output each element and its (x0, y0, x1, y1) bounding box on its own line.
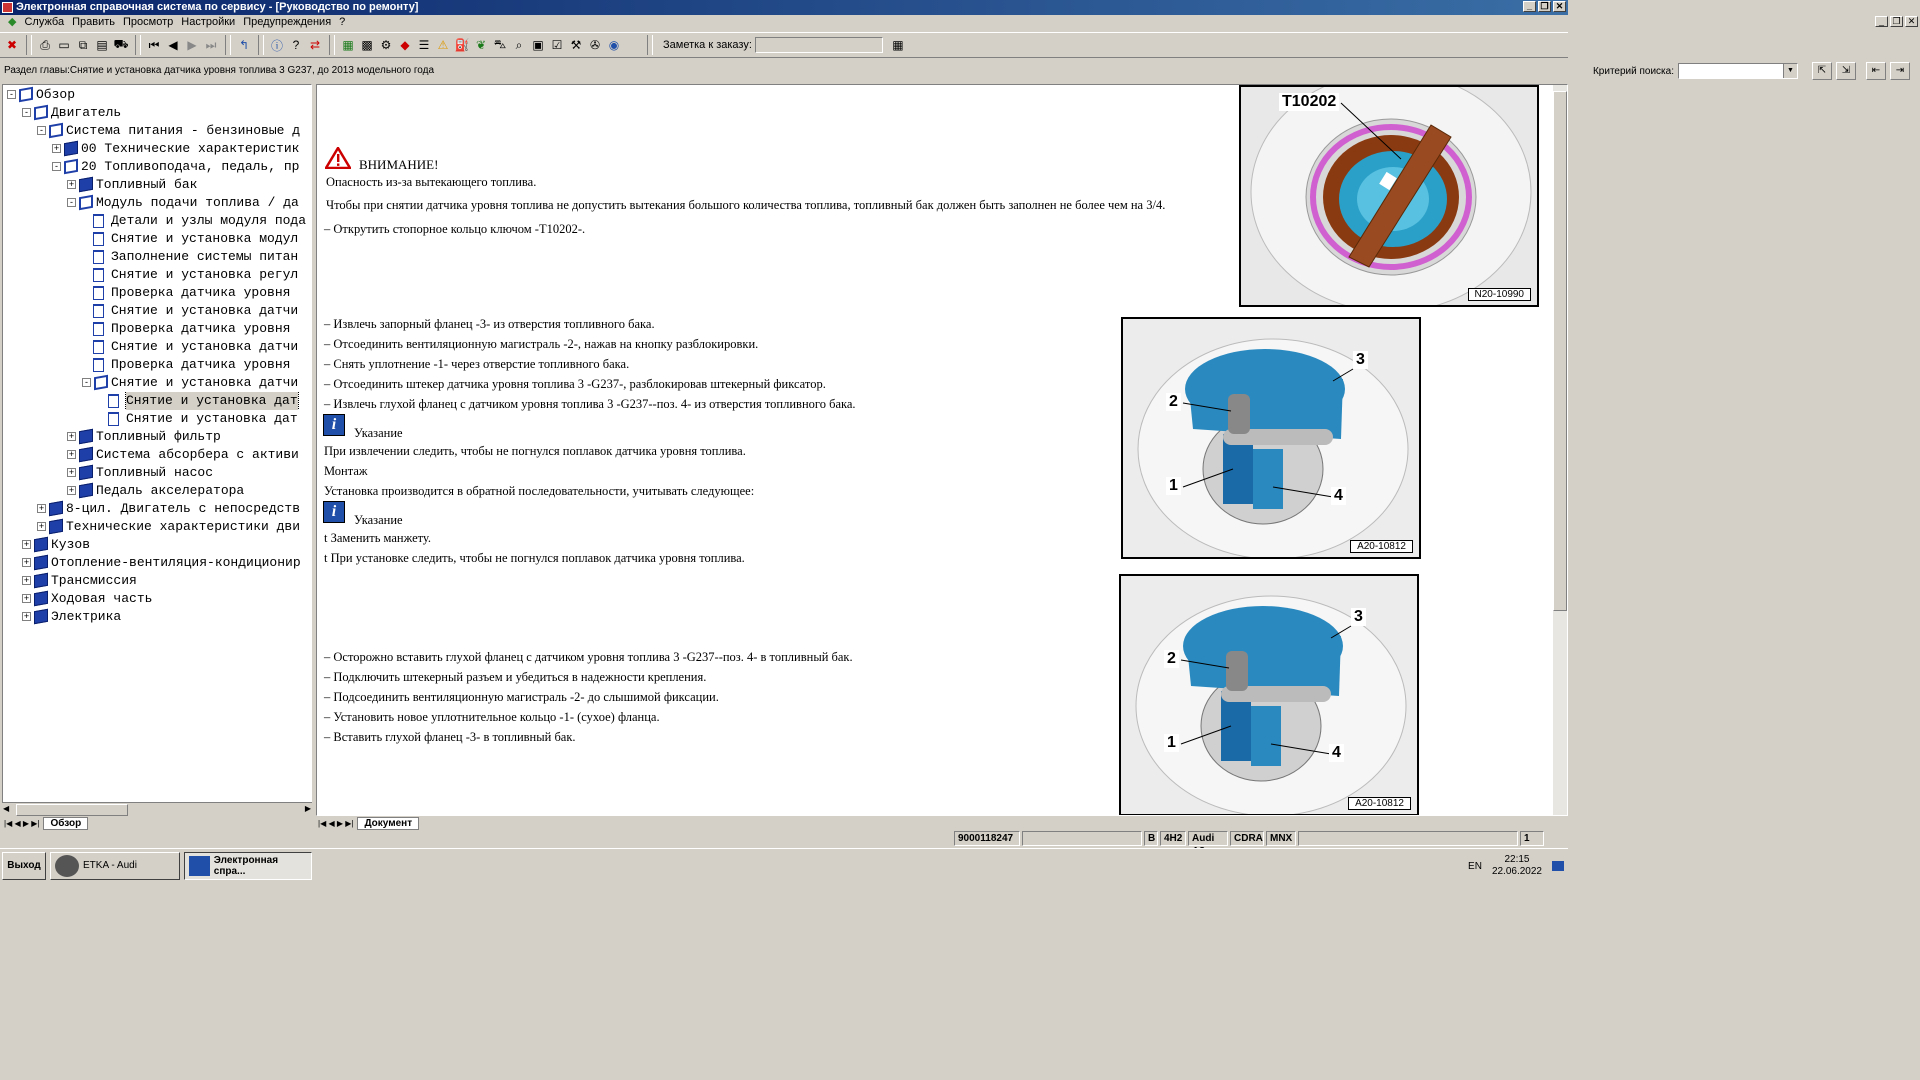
book-icon (49, 501, 63, 516)
flange-illustration (1121, 576, 1419, 816)
separator (258, 35, 264, 55)
tree-horizontal-scrollbar[interactable] (2, 802, 312, 816)
status-empty (1298, 831, 1518, 846)
book-icon[interactable]: ▦ (342, 38, 354, 52)
expand-icon[interactable]: + (68, 467, 75, 477)
list-icon[interactable]: ☰ (418, 38, 430, 52)
tree-node-label: Топливный насос (96, 465, 214, 480)
separator (225, 35, 231, 55)
checklist-icon[interactable]: ☑ (551, 38, 563, 52)
book-icon (49, 519, 63, 534)
tree-node-label: Электрика (51, 609, 122, 624)
navigation-tree (3, 85, 311, 626)
scroll-thumb[interactable] (16, 804, 128, 816)
note2-item: t При установке следить, чтобы не погнулся поплавок датчика уровня топлива. (324, 551, 745, 565)
document-icon (93, 322, 104, 336)
install-step: – Подсоединить вентиляционную магистраль -2- до слышимой фиксации. (324, 690, 719, 704)
clipboard-icon[interactable]: ▤ (96, 38, 108, 52)
vehicle-icon[interactable]: ⛍ (493, 37, 507, 51)
warning-detail: Чтобы при снятии датчика уровня топлива не допустить вытекания большого количества топлива, топливный бак должен быть заполнен не более чем на 3/4. (326, 198, 1166, 212)
tree-node-label: Технические характеристики дви (66, 519, 301, 534)
tree-node[interactable] (3, 284, 311, 302)
tree-node-label: Система абсорбера с активи (96, 447, 299, 462)
grid-icon[interactable]: ▩ (361, 38, 373, 52)
menu-edit[interactable]: Править (72, 16, 116, 28)
document-icon (108, 394, 119, 408)
figure-flange-install (1119, 574, 1419, 816)
document-icon (93, 214, 104, 228)
taskbar-etka[interactable] (50, 852, 180, 880)
search-label: Критерий поиска: (1592, 65, 1674, 77)
tree-node[interactable] (3, 86, 311, 104)
tree-node-label: Снятие и установка дат (126, 393, 298, 408)
note1-text: При извлечении следить, чтобы не погнулся поплавок датчика уровня топлива. (324, 444, 746, 458)
minimize-icon[interactable]: _ (1523, 1, 1536, 12)
tab-nav-icon[interactable]: |◀ ◀ ▶ ▶| (318, 818, 354, 828)
separator (26, 35, 32, 55)
tree-node-label: Проверка датчика уровня (111, 321, 291, 336)
tree-node-label: Снятие и установка датчи (111, 339, 299, 354)
car-icon[interactable]: ⛟ (113, 37, 129, 51)
document-icon (93, 358, 104, 372)
note1-title: Указание (354, 426, 403, 440)
callout-1: 1 (1166, 477, 1181, 495)
collapse-icon[interactable]: - (22, 108, 31, 117)
tree-node-label: Проверка датчика уровня (111, 285, 291, 300)
system-tray (1468, 851, 1568, 881)
scroll-thumb[interactable] (1553, 91, 1567, 611)
doc-minimize-icon[interactable]: _ (1875, 16, 1888, 27)
expand-icon[interactable]: + (23, 611, 30, 621)
service-app-icon (189, 856, 210, 876)
search-tool-icon[interactable]: ⌕ (515, 37, 523, 52)
install-step: – Осторожно вставить глухой фланец с датчиком уровня топлива 3 -G237--поз. 4- в топливный бак. (324, 650, 853, 664)
tree-node[interactable] (3, 338, 311, 356)
status-empty (1022, 831, 1142, 846)
tool-icon[interactable]: ⚒ (570, 38, 582, 52)
tree-node-label: Трансмиссия (51, 573, 137, 588)
tree-node[interactable] (3, 608, 311, 626)
collapse-icon[interactable]: - (52, 162, 61, 171)
warning-icon[interactable]: ⚠ (437, 38, 449, 52)
collapse-icon[interactable]: - (37, 126, 46, 135)
document-pane (316, 84, 1568, 816)
globe-icon[interactable]: ◉ (608, 38, 620, 52)
callout-3: 3 (1353, 351, 1368, 369)
tree-node-label: Снятие и установка датчи (111, 303, 299, 318)
figure-id: A20-10812 (1348, 797, 1411, 810)
tree-node[interactable] (3, 464, 311, 482)
task-label: ETKA - Audi (83, 860, 137, 871)
document-icon (93, 304, 104, 318)
language-indicator[interactable]: EN (1468, 860, 1482, 872)
info-note-icon: i (323, 414, 345, 436)
callout-1: 1 (1164, 734, 1179, 752)
chapter-info: Раздел главы:Снятие и установка датчика уровня топлива 3 G237, до 2013 модельного года (4, 65, 435, 76)
clock-date: 22.06.2022 (1491, 866, 1542, 877)
expand-icon[interactable]: + (23, 593, 30, 603)
status-vin: 9000118247 (954, 831, 1020, 846)
swap-icon[interactable]: ⇄ (309, 38, 321, 52)
tree-node[interactable] (3, 392, 311, 410)
fuel-icon[interactable]: ⛽ (454, 38, 470, 52)
etka-icon (55, 855, 79, 877)
tree-node[interactable] (3, 140, 311, 158)
search-criteria (1593, 60, 1910, 82)
order-note-label: Заметка к заказу: (663, 39, 752, 51)
tree-node[interactable] (3, 104, 311, 122)
book-icon (64, 141, 78, 156)
left-tab-strip (4, 816, 88, 830)
engine-icon[interactable]: ⚙ (380, 38, 392, 52)
tree-node[interactable] (3, 266, 311, 284)
tree-node-label: Топливный бак (96, 177, 198, 192)
menu-view[interactable]: Просмотр (123, 16, 174, 28)
tree-node-label: Снятие и установка дат (126, 411, 298, 426)
tree-node-label: Топливный фильтр (96, 429, 221, 444)
tree-node[interactable] (3, 230, 311, 248)
back-icon[interactable]: ↰ (238, 38, 250, 52)
expand-icon[interactable]: + (68, 431, 75, 441)
book-icon (79, 465, 93, 480)
right-tab-strip (318, 816, 419, 830)
book-icon (34, 537, 48, 552)
tree-node[interactable] (3, 410, 311, 428)
tree-node-label: Заполнение системы питан (111, 249, 299, 264)
removal-step: – Извлечь запорный фланец -3- из отверстия топливного бака. (324, 317, 655, 331)
expand-icon[interactable]: + (68, 485, 75, 495)
tree-node[interactable] (3, 320, 311, 338)
tree-node[interactable] (3, 122, 311, 140)
flange-illustration (1123, 319, 1421, 559)
copy-icon[interactable]: ⧉ (78, 37, 88, 52)
collapse-icon[interactable]: - (82, 378, 91, 387)
tree-node[interactable] (3, 158, 311, 176)
callout-4: 4 (1329, 744, 1344, 762)
warning-title: ВНИМАНИЕ! (359, 157, 439, 172)
split-left-icon[interactable]: ⇤ (1866, 62, 1886, 80)
doc-close-icon[interactable]: ✕ (1905, 16, 1918, 27)
tree-node-label: 00 Технические характеристик (81, 141, 300, 156)
expand-icon[interactable]: + (38, 503, 45, 513)
book-icon (34, 555, 48, 570)
tree-node[interactable] (3, 446, 311, 464)
tree-node[interactable] (3, 428, 311, 446)
figure-id: N20-10990 (1468, 288, 1531, 301)
toolbar (0, 32, 1568, 58)
clock-time: 22:15 (1504, 854, 1530, 865)
tree-node-label: Обзор (36, 87, 76, 102)
tree-node[interactable] (3, 554, 311, 572)
tree-node[interactable] (3, 590, 311, 608)
print-icon[interactable]: ⎙ (40, 37, 50, 52)
tree-node-label: Педаль акселератора (96, 483, 245, 498)
book-icon (79, 483, 93, 498)
restore-icon[interactable]: ❐ (1538, 1, 1551, 12)
removal-step: – Отсоединить штекер датчика уровня топлива 3 -G237-, разблокировав штекерный фиксатор. (324, 377, 826, 391)
expand-icon[interactable]: + (68, 179, 75, 189)
order-note-button-icon[interactable]: ▦ (892, 38, 904, 52)
expand-icon[interactable]: + (23, 539, 30, 549)
install-text: Установка производится в обратной последовательности, учитывать следующее: (324, 484, 755, 498)
expand-icon[interactable]: + (68, 449, 75, 459)
separator (647, 35, 653, 55)
collapse-icon[interactable]: - (7, 90, 16, 99)
new-doc-icon[interactable]: ▭ (58, 38, 70, 52)
tree-node-label: Система питания - бензиновые д (66, 123, 301, 138)
tree-node-label: Модуль подачи топлива / да (96, 195, 299, 210)
menu-help[interactable]: ? (339, 16, 346, 28)
tree-node[interactable] (3, 194, 311, 212)
tree-node-label: 8-цил. Двигатель с непосредств (66, 501, 301, 516)
tool-callout: T10202 (1279, 93, 1339, 111)
tree-node[interactable] (3, 212, 311, 230)
note2-title: Указание (354, 513, 403, 527)
callout-4: 4 (1331, 487, 1346, 505)
document-icon (93, 286, 104, 300)
status-spacer (0, 831, 952, 846)
callout-3: 3 (1351, 608, 1366, 626)
tree-node-label: 20 Топливоподача, педаль, пр (81, 159, 300, 174)
document-icon (93, 268, 104, 282)
doc-restore-icon[interactable]: ❐ (1890, 16, 1903, 27)
tab-nav-icon[interactable]: |◀ ◀ ▶ ▶| (4, 818, 40, 828)
scroll-left-icon[interactable]: ◀ (3, 804, 10, 813)
wrench-icon[interactable]: ✇ (589, 38, 601, 52)
diamond-icon[interactable]: ◆ (400, 38, 410, 52)
expand-icon[interactable]: + (23, 575, 30, 585)
document-vertical-scrollbar[interactable] (1553, 85, 1567, 815)
figure-id: A20-10812 (1350, 540, 1413, 553)
montage-heading: Монтаж (324, 464, 368, 478)
expand-icon[interactable]: + (53, 143, 60, 153)
tree-node-label: Снятие и установка регул (111, 267, 299, 282)
tree-node[interactable] (3, 572, 311, 590)
book-icon (34, 591, 48, 606)
search-prev-icon[interactable]: ⇱ (1812, 62, 1832, 80)
split-right-icon[interactable]: ⇥ (1890, 62, 1910, 80)
notification-icon[interactable] (1552, 861, 1564, 871)
tree-node-label: Кузов (51, 537, 91, 552)
tree-node-label: Детали и узлы модуля пода (111, 213, 307, 228)
tree-node[interactable] (3, 482, 311, 500)
removal-step: – Отсоединить вентиляционную магистраль -2-, нажав на кнопку разблокировки. (324, 337, 759, 351)
window-title: Электронная справочная система по сервису - [Руководство по ремонту] (16, 1, 419, 13)
install-step: – Вставить глухой фланец -3- в топливный бак. (324, 730, 576, 744)
status-bar (0, 831, 1568, 847)
removal-step: – Извлечь глухой фланец с датчиком уровня топлива 3 -G237--поз. 4- из отверстия топливного бака. (324, 397, 856, 411)
app-icon (2, 2, 13, 13)
exit-icon[interactable]: ✖ (6, 38, 18, 52)
fuel-tank-ring-illustration (1241, 87, 1539, 307)
tree-node-label: Проверка датчика уровня (111, 357, 291, 372)
book-icon (79, 429, 93, 444)
status-model: Audi (1188, 831, 1228, 846)
document-icon (93, 340, 104, 354)
note2-item: t Заменить манжету. (324, 531, 432, 545)
tree-node[interactable] (3, 356, 311, 374)
tree-node-label: Двигатель (51, 105, 122, 120)
next-icon[interactable]: ▶ (187, 38, 197, 52)
prev-icon[interactable]: ◀ (168, 38, 178, 52)
open-book-icon (94, 375, 108, 390)
open-book-icon (19, 87, 33, 102)
menu-service[interactable]: Служба (24, 16, 65, 28)
removal-step: – Снять уплотнение -1- через отверстие топливного бака. (324, 357, 630, 371)
tab-document[interactable]: Документ (357, 817, 419, 830)
callout-2: 2 (1166, 393, 1181, 411)
taskbar (0, 848, 1568, 882)
open-book-icon (49, 123, 63, 138)
status-page: 1 (1520, 831, 1544, 846)
book-icon (34, 609, 48, 624)
collapse-icon[interactable]: - (67, 198, 76, 207)
title-bar (0, 0, 1568, 15)
figure-tool-t10202 (1239, 85, 1539, 307)
order-note-input[interactable] (755, 37, 883, 53)
open-book-icon (34, 105, 48, 120)
info-icon[interactable]: ⓘ (270, 38, 283, 53)
close-icon[interactable]: ✕ (1553, 1, 1566, 12)
figure-flange-removal (1121, 317, 1421, 559)
separator (329, 35, 335, 55)
tree-node[interactable] (3, 536, 311, 554)
calc-icon[interactable]: ▣ (532, 38, 544, 52)
leaf-icon[interactable]: ❦ (475, 38, 487, 52)
navigation-tree-pane (2, 84, 312, 816)
open-book-icon (64, 159, 78, 174)
menu-bar (0, 15, 1568, 30)
status-b: B (1144, 831, 1158, 846)
tree-node-label: Снятие и установка датчи (111, 375, 299, 390)
tree-node[interactable] (3, 248, 311, 266)
scroll-right-icon[interactable]: ▶ (304, 804, 311, 813)
start-button[interactable]: Выход (2, 852, 46, 880)
open-book-icon (79, 195, 93, 210)
tree-node[interactable] (3, 176, 311, 194)
info-note-icon: i (323, 501, 345, 523)
step-unscrew: – Открутить стопорное кольцо ключом -T10202-. (324, 222, 586, 236)
install-step: – Установить новое уплотнительное кольцо -1- (сухое) фланца. (324, 710, 660, 724)
taskbar-service-system[interactable] (184, 852, 312, 880)
tree-node[interactable] (3, 500, 311, 518)
menu-settings[interactable]: Настройки (181, 16, 236, 28)
callout-2: 2 (1164, 650, 1179, 668)
task-label: Электронная спра... (213, 854, 279, 877)
menu-warnings[interactable]: Предупреждения (243, 16, 332, 28)
tree-node[interactable] (3, 518, 311, 536)
tree-node-label: Ходовая часть (51, 591, 153, 606)
document-icon (93, 250, 104, 264)
search-next-icon[interactable]: ⇲ (1836, 62, 1856, 80)
warning-triangle-icon (325, 147, 351, 169)
book-icon (34, 573, 48, 588)
status-gearbox: MNX (1266, 831, 1296, 846)
blank-icon[interactable] (624, 36, 642, 54)
clock (1492, 854, 1542, 878)
menu-icon: ◆ (8, 16, 17, 28)
warning-text: Опасность из-за вытекающего топлива. (326, 175, 537, 189)
tree-node-label: Снятие и установка модул (111, 231, 299, 246)
last-icon[interactable]: ⏭ (205, 37, 217, 52)
expand-icon[interactable]: + (23, 557, 30, 567)
tree-node-label: Отопление-вентиляция-кондиционир (51, 555, 301, 570)
status-engine: CDRA (1230, 831, 1264, 846)
tree-node[interactable] (3, 374, 311, 392)
separator (135, 35, 141, 55)
expand-icon[interactable]: + (38, 521, 45, 531)
book-icon (79, 177, 93, 192)
tab-overview[interactable]: Обзор (43, 817, 88, 830)
help-icon[interactable]: ? (292, 38, 300, 52)
document-icon (108, 412, 119, 426)
install-step: – Подключить штекерный разъем и убедиться в надежности крепления. (324, 670, 707, 684)
search-select[interactable] (1678, 63, 1798, 79)
tree-node[interactable] (3, 302, 311, 320)
book-icon (79, 447, 93, 462)
first-icon[interactable]: ⏮ (148, 37, 160, 52)
document-icon (93, 232, 104, 246)
status-code: 4H2 (1160, 831, 1186, 846)
